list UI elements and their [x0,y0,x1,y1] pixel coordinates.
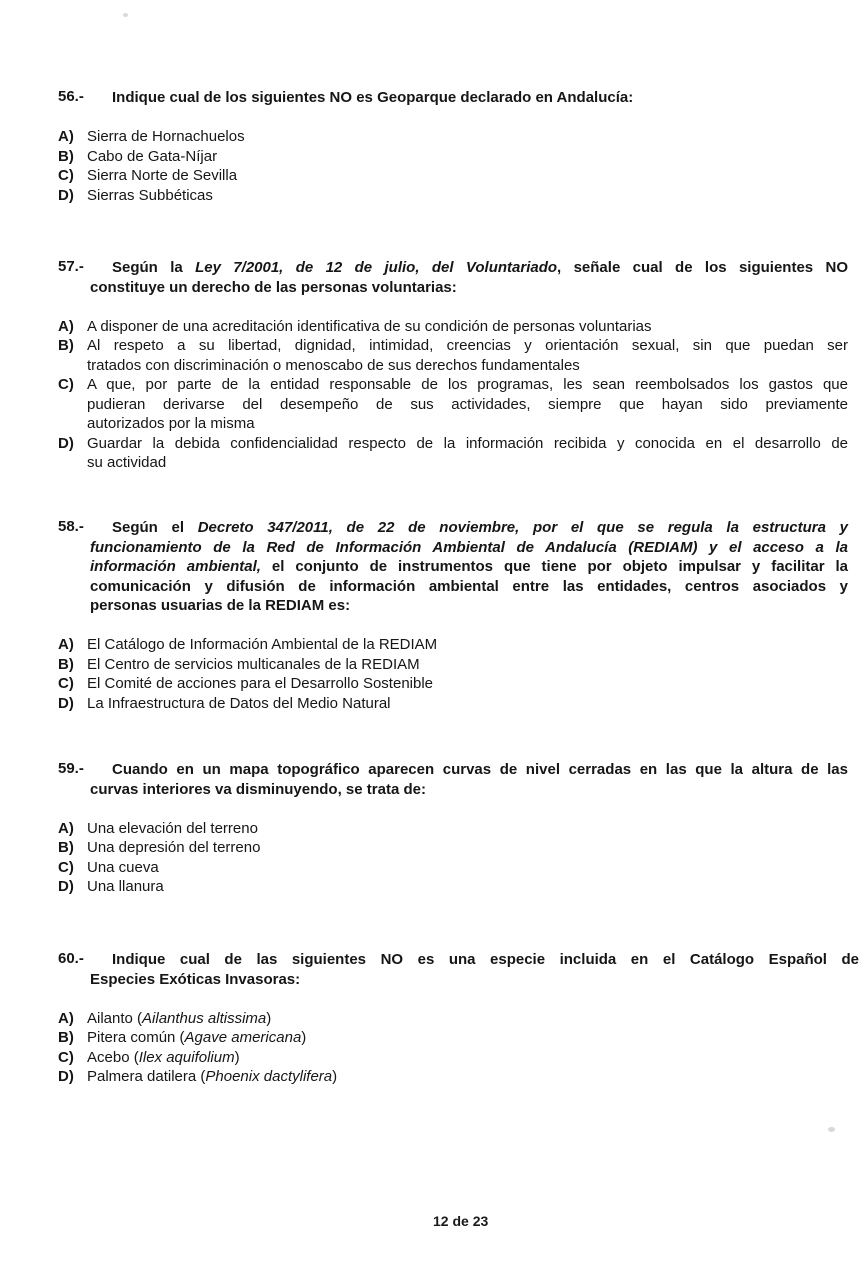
option-row-b [0,838,848,858]
option-row-b [0,655,848,675]
question-56 [0,88,860,205]
option-letter: B) [58,1029,74,1046]
option-text: Acebo (Ilex aquifolium) [87,1048,240,1066]
decree-title-italic: funcionamiento de la Red de Información Ambiental de Andalucía (REDIAM) y el acceso a la [90,538,848,556]
question-text: Indique cual de las siguientes NO es una especie incluida en el Catálogo Español de Especies Exóticas Invasoras: [90,951,859,988]
question-number: 57.- [58,258,84,275]
question-60 [0,950,860,1087]
option-text: Sierra Norte de Sevilla [87,167,238,184]
species-latin-name: Ailanthus altissima [142,1009,267,1027]
option-text: El Catálogo de Información Ambiental de la REDIAM [87,636,438,653]
question-text: Según la Ley 7/2001, de 12 de julio, del Voluntariado, señale cual de los siguientes NO constituye un derecho de las personas voluntarias: [90,259,848,296]
option-text: El Comité de acciones para el Desarrollo Sostenible [87,675,434,692]
option-text: A disponer de una acreditación identificativa de su condición de personas voluntarias [87,317,652,335]
question-text: Según el Decreto 347/2011, de 22 de noviembre, por el que se regula la estructura y funcionamiento de la Red de Información Ambiental de Andalucía (REDIAM) y el acceso a la información ambiental, el conjunto de instrumentos que tiene por objeto impulsar y facilitar la comunicación y difusión de información ambiental entre las entidades, centros asociados y personas usuarias de la REDIAM es: [90,519,848,614]
option-row-d [0,434,848,473]
option-text: Pitera común (Agave americana) [87,1029,307,1046]
species-latin-name: Agave americana [184,1029,302,1046]
question-59 [0,760,860,897]
scan-artifact [123,13,128,17]
page-number: 12 de 23 [433,1213,489,1229]
option-letter: D) [58,1068,74,1085]
options-list [0,317,860,473]
option-letter: A) [58,317,74,335]
option-row-a [0,635,848,655]
question-text [90,88,848,108]
option-letter: D) [58,186,74,204]
option-row-a [0,819,848,839]
option-letter: A) [58,636,74,653]
option-letter: B) [58,655,74,673]
option-row-d [0,186,848,206]
option-row-b [0,1028,848,1048]
option-letter: C) [58,167,74,184]
options-list [0,819,860,897]
decree-title-italic: información ambiental, [90,558,261,575]
option-letter: A) [58,1009,74,1027]
option-letter: A) [58,819,74,837]
option-text: Cabo de Gata-Níjar [87,147,218,165]
option-row-d [0,694,848,714]
option-row-b [0,147,848,167]
option-row-a [0,127,848,147]
question-number: 60.- [58,950,84,967]
law-title-italic: Ley 7/2001, de 12 de julio, del Voluntariado [195,259,558,276]
species-latin-name: Phoenix dactylifera [205,1068,333,1085]
option-text: El Centro de servicios multicanales de la REDIAM [87,655,420,673]
option-row-d [0,877,848,897]
option-text: Una llanura [87,878,164,895]
option-row-b [0,336,848,375]
options-list [0,127,860,205]
option-text: Palmera datilera (Phoenix dactylifera) [87,1068,338,1085]
decree-title-italic: Decreto 347/2011, de 22 de noviembre, por el que se regula la estructura y [197,519,848,536]
option-letter: B) [58,839,74,856]
question-text: Cuando en un mapa topográfico aparecen curvas de nivel cerradas en las que la altura de las curvas interiores va disminuyendo, se trata de: [90,761,848,798]
option-letter: C) [58,675,74,692]
option-letter: C) [58,376,74,393]
question-number: 58.- [58,518,84,535]
option-text: A que, por parte de la entidad responsable de los programas, les sean reembolsados los gastos que [87,376,848,393]
option-row-c [0,858,848,878]
option-row-c [0,674,848,694]
options-list [0,635,860,713]
option-text: Una depresión del terreno [87,839,261,856]
option-row-a [0,317,848,337]
option-letter: C) [58,858,74,876]
option-letter: B) [58,147,74,165]
option-row-c [0,375,848,434]
option-text: Ailanto (Ailanthus altissima) [87,1009,272,1027]
option-letter: A) [58,128,74,145]
option-letter: C) [58,1048,74,1066]
option-text: Sierra de Hornachuelos [87,128,245,145]
option-row-d [0,1067,848,1087]
option-text: Una elevación del terreno [87,819,258,837]
option-letter: D) [58,434,74,452]
option-letter: D) [58,694,74,712]
option-text: Guardar la debida confidencialidad respecto de la información recibida y conocida en el desarrollo de [87,434,848,452]
question-58 [0,518,860,713]
question-number: 59.- [58,760,84,777]
option-text: La Infraestructura de Datos del Medio Natural [87,694,391,712]
option-row-c [0,1048,848,1068]
option-letter: D) [58,878,74,895]
option-letter: B) [58,337,74,354]
option-text: autorizados por la misma [87,415,255,432]
question-text-segment: Indique cual de los siguientes NO es Geoparque declarado en Andalucía: [112,89,634,106]
option-text: tratados con discriminación o menoscabo de sus derechos fundamentales [87,356,580,374]
option-text: Sierras Subbéticas [87,186,213,204]
option-text: Al respeto a su libertad, dignidad, intimidad, creencias y orientación sexual, sin que puedan ser [87,337,848,354]
species-latin-name: Ilex aquifolium [138,1048,235,1066]
question-57 [0,258,860,473]
option-text: Una cueva [87,858,159,876]
option-text: su actividad [87,454,167,471]
option-text: pudieran derivarse del desempeño de sus actividades, siempre que hayan sido previamente [87,395,848,413]
scan-artifact [828,1127,835,1132]
option-row-c [0,166,848,186]
question-number: 56.- [58,88,84,105]
options-list [0,1009,860,1087]
option-row-a [0,1009,848,1029]
